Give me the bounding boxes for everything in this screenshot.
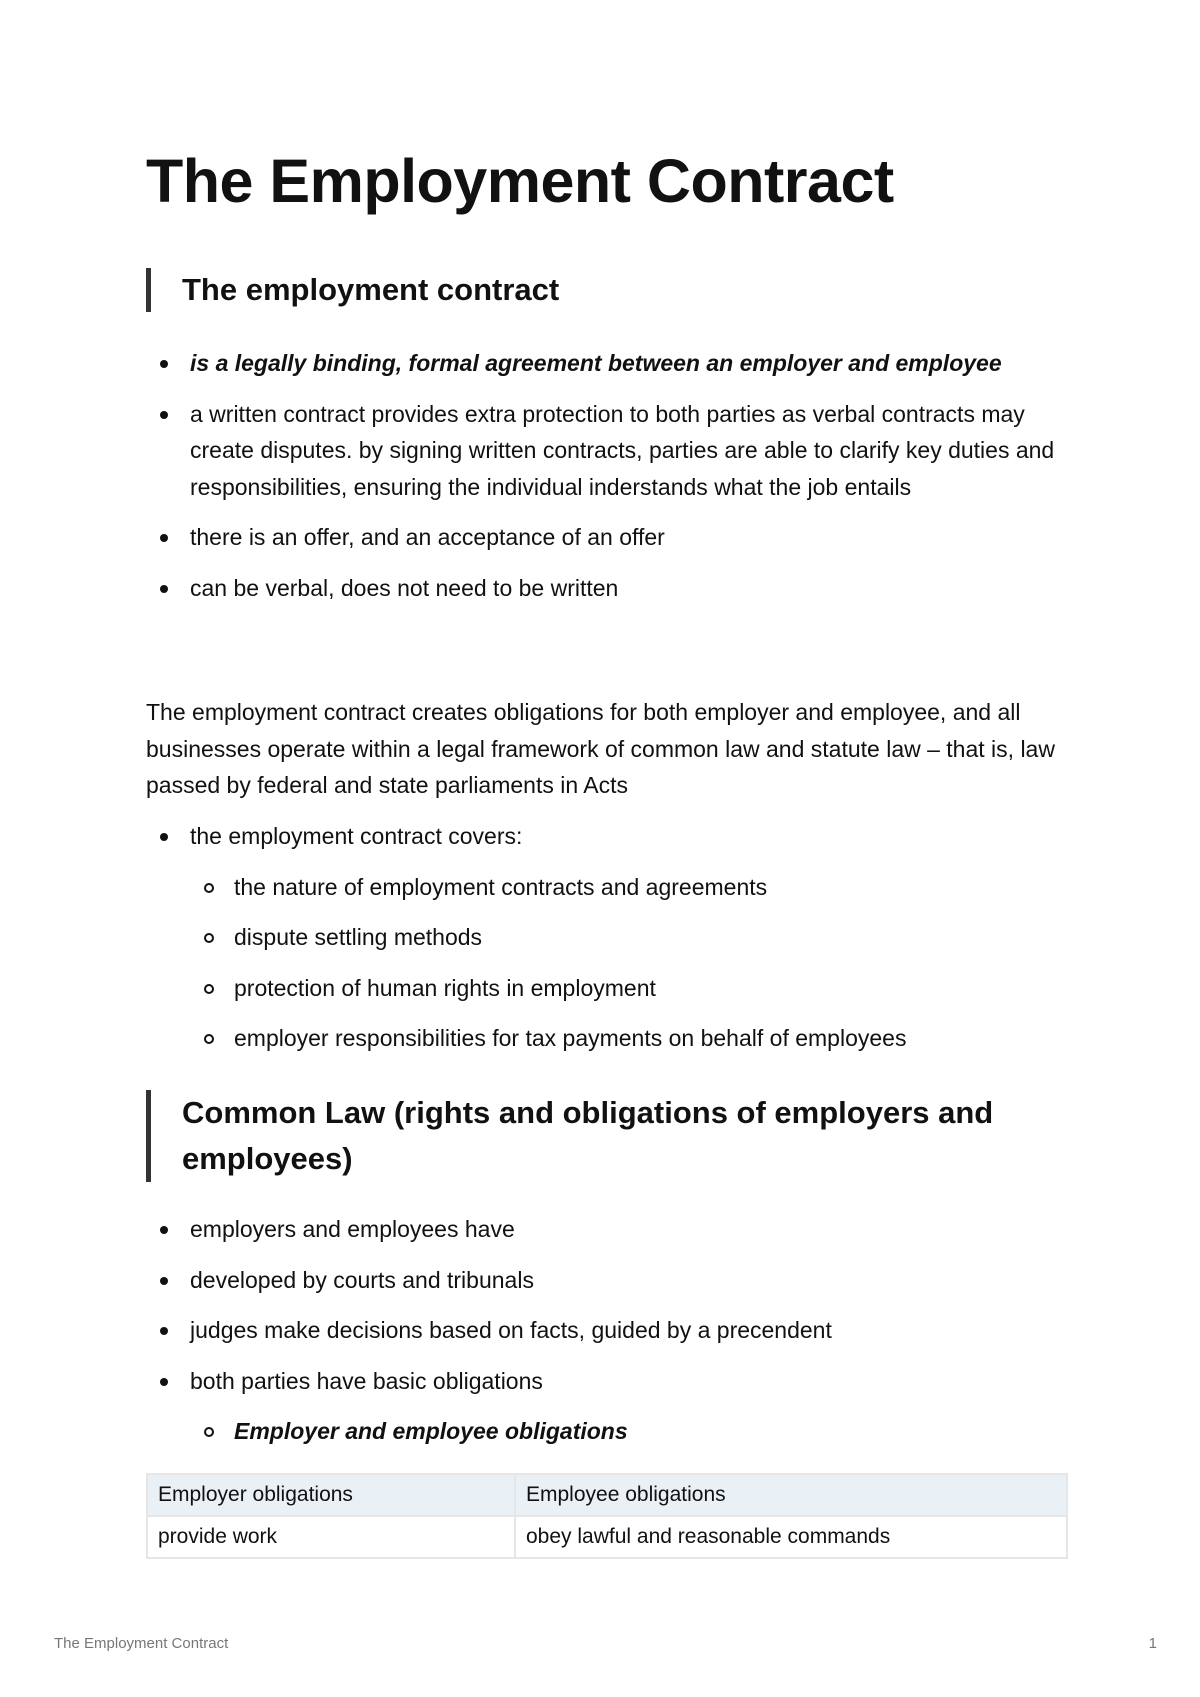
bullet-list [146,1211,1066,1450]
list-item: can be verbal, does not need to be written [146,570,1066,607]
footer-title: The Employment Contract [54,1635,229,1652]
paragraph: The employment contract creates obligations for both employer and employee, and all businesses operate within a legal framework of common law and statute law – that is, law passed by federal and state parliaments in Acts [146,699,1055,798]
table-header-cell: Employee obligations [515,1474,1067,1516]
list-item: judges make decisions based on facts, guided by a precendent [146,1312,1066,1349]
list-item: there is an offer, and an acceptance of an offer [146,519,1066,556]
list-item: both parties have basic obligations [146,1363,1066,1400]
table-row [147,1516,1067,1558]
bullet-list [146,345,1066,606]
list-item: a written contract provides extra protection to both parties as verbal contracts may create disputes. by signing written contracts, parties are able to clarify key duties and responsibilities, ensuring the individual inderstands what the job entails [146,396,1066,506]
sub-list-item: protection of human rights in employment [146,970,1066,1007]
table-header-cell: Employer obligations [147,1474,515,1516]
section-heading: The employment contract [182,272,560,307]
list-item: is a legally binding, formal agreement between an employer and employee [146,345,1066,382]
table-header-row [147,1474,1067,1516]
sub-list-item: Employer and employee obligations [146,1413,1066,1450]
sub-list-item: employer responsibilities for tax payments on behalf of employees [146,1020,1066,1057]
sub-list-item: the nature of employment contracts and agreements [146,869,1066,906]
page-number: 1 [1148,1635,1157,1652]
section-heading-callout [146,268,559,312]
bullet-list [146,818,1066,1057]
obligations-table [146,1473,1068,1559]
section-heading-callout [146,1090,1012,1182]
list-item: developed by courts and tribunals [146,1262,1066,1299]
list-item: the employment contract covers: [146,818,1066,855]
table-cell: provide work [147,1516,515,1558]
section-heading: Common Law (rights and obligations of employers and employees) [182,1095,994,1176]
sub-list-item: dispute settling methods [146,919,1066,956]
table-cell: obey lawful and reasonable commands [515,1516,1067,1558]
page-title: The Employment Contract [146,147,894,215]
list-item: employers and employees have [146,1211,1066,1248]
